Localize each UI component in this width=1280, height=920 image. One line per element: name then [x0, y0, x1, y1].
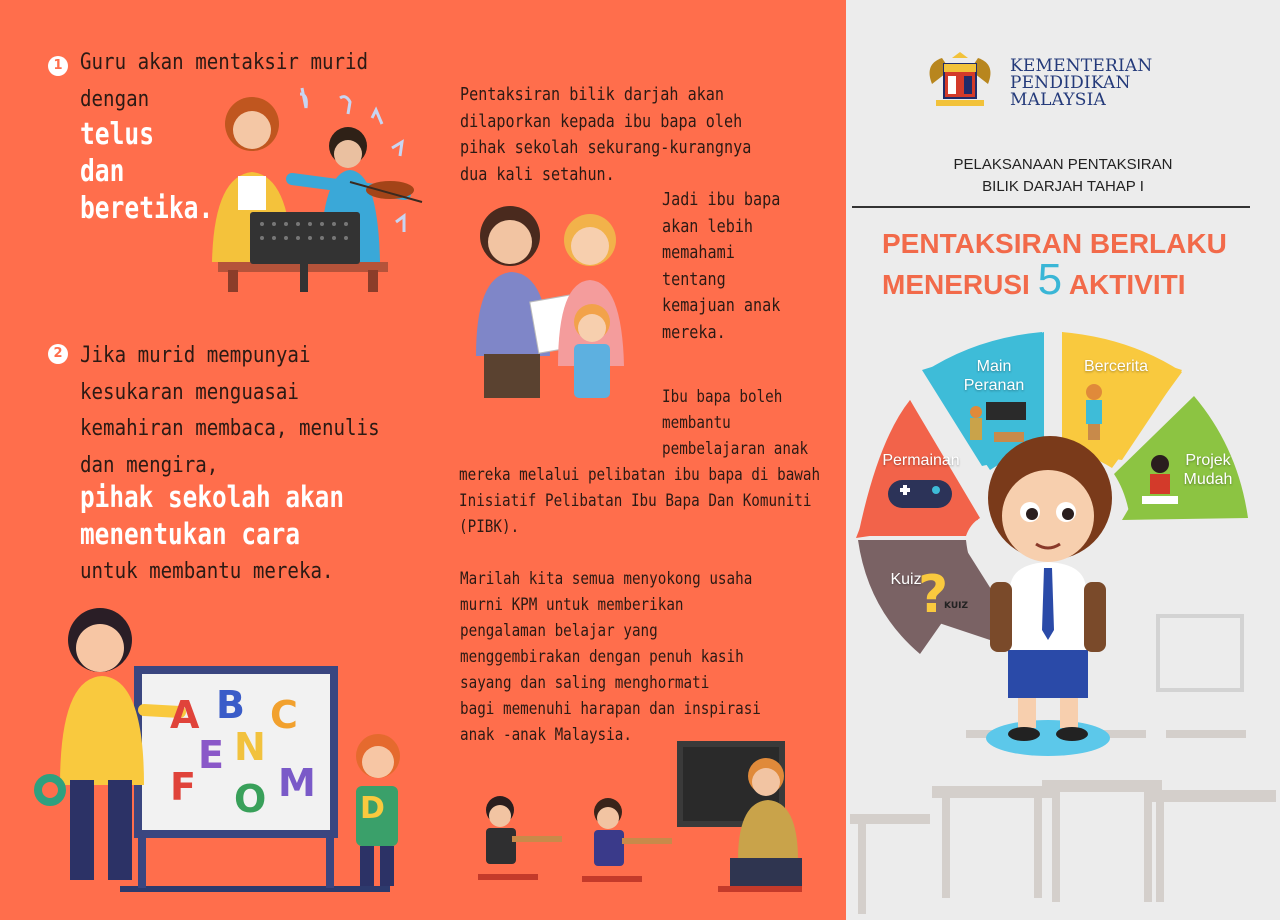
subtitle-line1: PELAKSANAAN PENTAKSIRAN	[953, 156, 1173, 173]
point-1-number: 1	[48, 56, 68, 76]
parents-help-paragraph-a: Ibu bapa boleh membantu pembelajaran anak	[662, 387, 809, 459]
letter-f: F	[170, 765, 196, 809]
ministry-name: KEMENTERIAN PENDIDIKAN MALAYSIA	[1010, 56, 1153, 110]
activity-fan	[846, 320, 1280, 920]
letter-c: C	[270, 693, 298, 737]
letter-a: A	[170, 693, 200, 737]
divider	[852, 206, 1250, 208]
letter-e: E	[198, 733, 224, 777]
letter-n: N	[234, 725, 266, 769]
support-paragraph: Marilah kita semua menyokong usaha murni KPM untuk memberikan pengalaman belajar yang menggembirakan dengan penuh kasih sayang dan saling menghormati bagi memenuhi harapan dan inspirasi anak -anak Malaysia.	[460, 569, 761, 745]
letter-d: D	[360, 791, 385, 826]
letter-m: M	[278, 761, 316, 805]
malaysia-coat-of-arms-logo	[922, 50, 998, 114]
svg-text:?: ?	[918, 565, 949, 625]
headline-line2: MENERUSI 5 AKTIVITI	[882, 255, 1186, 304]
subtitle-line2: BILIK DARJAH TAHAP I	[982, 178, 1144, 195]
alphabet-board-illustration	[30, 600, 410, 900]
classroom-illustration	[472, 740, 802, 900]
headline-line1: PENTAKSIRAN BERLAKU	[882, 228, 1227, 259]
point-1-line1: Guru akan mentaksir murid	[80, 50, 369, 75]
letter-b: B	[216, 683, 245, 727]
parents-understand-paragraph: Jadi ibu bapa akan lebih memahami tentang kemajuan anak mereka.	[662, 189, 781, 343]
activity-kuiz: Kuiz	[890, 571, 922, 588]
point-1-line2: dengan	[80, 87, 150, 112]
parents-help-paragraph-b: mereka melalui pelibatan ibu bapa di bawah Inisiatif Pelibatan Ibu Bapa Dan Komuniti (PIBK).	[459, 465, 821, 537]
point-1-emphasis: telus dan beretika.	[80, 117, 214, 226]
point-2-number: 2	[48, 344, 68, 364]
parents-illustration	[468, 196, 638, 400]
point-2-emphasis: pihak sekolah akan menentukan cara	[80, 480, 344, 551]
point-2-text: Jika murid mempunyai kesukaran menguasai kemahiran membaca, menulis dan mengira,	[80, 343, 380, 478]
report-paragraph: Pentaksiran bilik darjah akan dilaporkan kepada ibu bapa oleh pihak sekolah sekurang-kurangnya dua kali setahun.	[460, 84, 752, 185]
activity-projek-mudah: Projek Mudah	[1183, 452, 1233, 488]
teacher-violin-illustration	[200, 84, 432, 296]
activity-main-peranan: Main Peranan	[963, 358, 1025, 394]
kuiz-tag: KUIZ	[944, 601, 968, 611]
point-2-tail: untuk membantu mereka.	[80, 559, 334, 584]
activity-bercerita: Bercerita	[1083, 358, 1149, 375]
activity-permainan: Permainan	[882, 452, 960, 469]
letter-o: O	[234, 777, 267, 821]
right-panel	[846, 0, 1280, 920]
